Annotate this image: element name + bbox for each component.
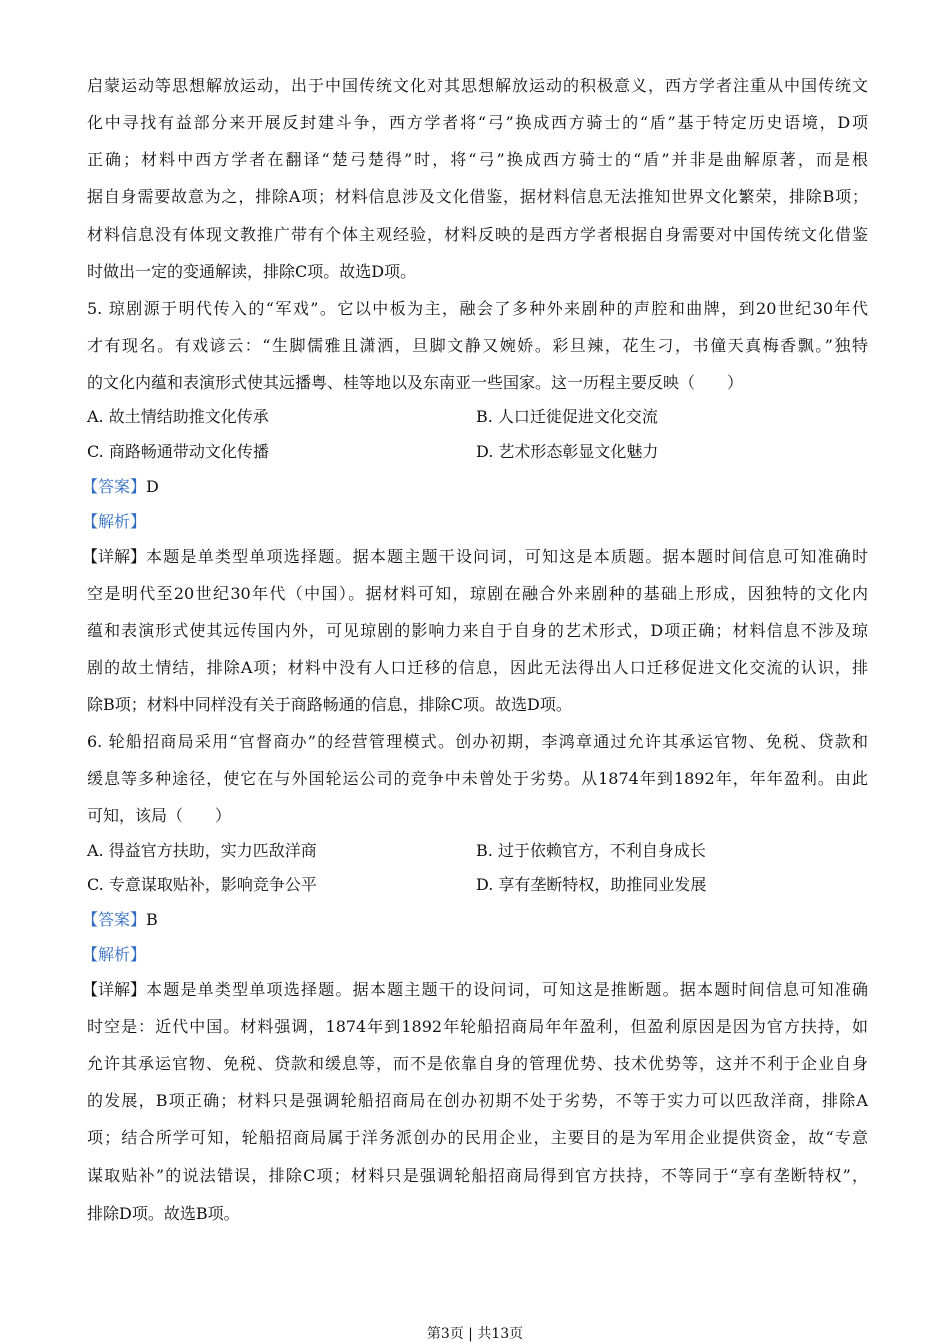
detail-line: 排除D项。故选B项。 xyxy=(87,1204,240,1223)
option-a: A. 得益官方扶助，实力匹敌洋商 xyxy=(87,841,317,860)
analysis-label: 【解析】 xyxy=(82,945,147,964)
question-stem-line: 的文化内蕴和表演形式使其远播粤、桂等地以及东南亚一些国家。这一历程主要反映（ ） xyxy=(87,373,744,392)
detail-line: 时空是：近代中国。材料强调，1874年到1892年轮船招商局年年盈利，但盈利原因是因为官方扶持，如 xyxy=(87,1017,868,1036)
text-line: 启蒙运动等思想解放运动，出于中国传统文化对其思想解放运动的积极意义，西方学者注重从中国传统文 xyxy=(87,76,868,95)
detail-line: 空是明代至20世纪30年代（中国）。据材料可知，琼剧在融合外来剧种的基础上形成，因独特的文化内 xyxy=(87,584,868,603)
detail-line: 项；结合所学可知，轮船招商局属于洋务派创办的民用企业，主要目的是为军用企业提供资金，故“专意 xyxy=(87,1128,868,1147)
text-line: 材料信息没有体现文教推广带有个体主观经验，材料反映的是西方学者根据自身需要对中国传统文化借鉴 xyxy=(87,225,868,244)
option-d: D. 艺术形态彰显文化魅力 xyxy=(476,442,659,461)
detail-line xyxy=(82,546,868,568)
detail-label: 【详解】 xyxy=(82,547,147,566)
text-line: 时做出一定的变通解读，排除C项。故选D项。 xyxy=(87,262,417,281)
text-line: 据自身需要故意为之，排除A项；材料信息涉及文化借鉴，据材料信息无法推知世界文化繁荣，排除B项； xyxy=(87,187,868,206)
answer-value: D xyxy=(146,477,159,496)
option-d: D. 享有垄断特权，助推同业发展 xyxy=(476,875,707,894)
question-stem-line: 才有现名。有戏谚云：“生脚儒雅且潇洒，旦脚文静又婉娇。彩旦辣，花生刁，书僮天真梅香飘。”独特 xyxy=(87,336,868,355)
detail-line: 允许其承运官物、免税、贷款和缓息等，而不是依靠自身的管理优势、技术优势等，这并不利于企业自身 xyxy=(87,1054,868,1073)
detail-line: 蕴和表演形式使其远传国内外，可见琼剧的影响力来自于自身的艺术形式，D项正确；材料信息不涉及琼 xyxy=(87,621,868,640)
option-b: B. 过于依赖官方，不利自身成长 xyxy=(476,841,706,860)
answer-label: 【答案】 xyxy=(82,477,147,496)
option-c: C. 商路畅通带动文化传播 xyxy=(87,442,269,461)
detail-text: 本题是单类型单项选择题。据本题主题干设问词，可知这是本质题。据本题时间信息可知准确时 xyxy=(146,547,868,566)
option-a: A. 故土情结助推文化传承 xyxy=(87,407,269,426)
answer-value: B xyxy=(146,910,158,929)
detail-label: 【详解】 xyxy=(82,980,147,999)
detail-line xyxy=(82,979,868,1001)
analysis-label: 【解析】 xyxy=(82,512,147,531)
page-footer: 第3页 | 共13页 xyxy=(426,1326,524,1342)
text-line: 正确；材料中西方学者在翻译“楚弓楚得”时，将“弓”换成西方骑士的“盾”并非是曲解原著，而是根 xyxy=(87,150,868,169)
text-line: 化中寻找有益部分来开展反封建斗争，西方学者将“弓”换成西方骑士的“盾”基于特定历史语境，D项 xyxy=(87,113,868,132)
detail-line: 谋取贴补”的说法错误，排除C项；材料只是强调轮船招商局得到官方扶持，不等同于“享有垄断特权”， xyxy=(87,1166,868,1185)
question-stem-line: 6. 轮船招商局采用“官督商办”的经营管理模式。创办初期，李鸿章通过允许其承运官物、免税、贷款和 xyxy=(87,732,868,751)
detail-line: 的发展，B项正确；材料只是强调轮船招商局在创办初期不处于劣势，不等于实力可以匹敌洋商，排除A xyxy=(87,1091,868,1110)
answer xyxy=(82,909,863,931)
detail-line: 除B项；材料中同样没有关于商路畅通的信息，排除C项。故选D项。 xyxy=(87,695,572,714)
option-b: B. 人口迁徙促进文化交流 xyxy=(476,407,658,426)
answer-label: 【答案】 xyxy=(82,910,147,929)
option-c: C. 专意谋取贴补，影响竞争公平 xyxy=(87,875,317,894)
detail-line: 剧的故土情结，排除A项；材料中没有人口迁移的信息，因此无法得出人口迁移促进文化交流的认识，排 xyxy=(87,658,868,677)
detail-text: 本题是单类型单项选择题。据本题主题干的设问词，可知这是推断题。据本题时间信息可知准确 xyxy=(146,980,868,999)
question-stem-line: 缓息等多种途径，使它在与外国轮运公司的竞争中未曾处于劣势。从1874年到1892年，年年盈利。由此 xyxy=(87,769,868,788)
question-stem-line: 可知，该局（ ） xyxy=(87,806,232,825)
answer xyxy=(82,476,863,498)
question-stem-line: 5. 琼剧源于明代传入的“军戏”。它以中板为主，融会了多种外来剧种的声腔和曲牌，到20世纪30年代 xyxy=(87,299,868,318)
